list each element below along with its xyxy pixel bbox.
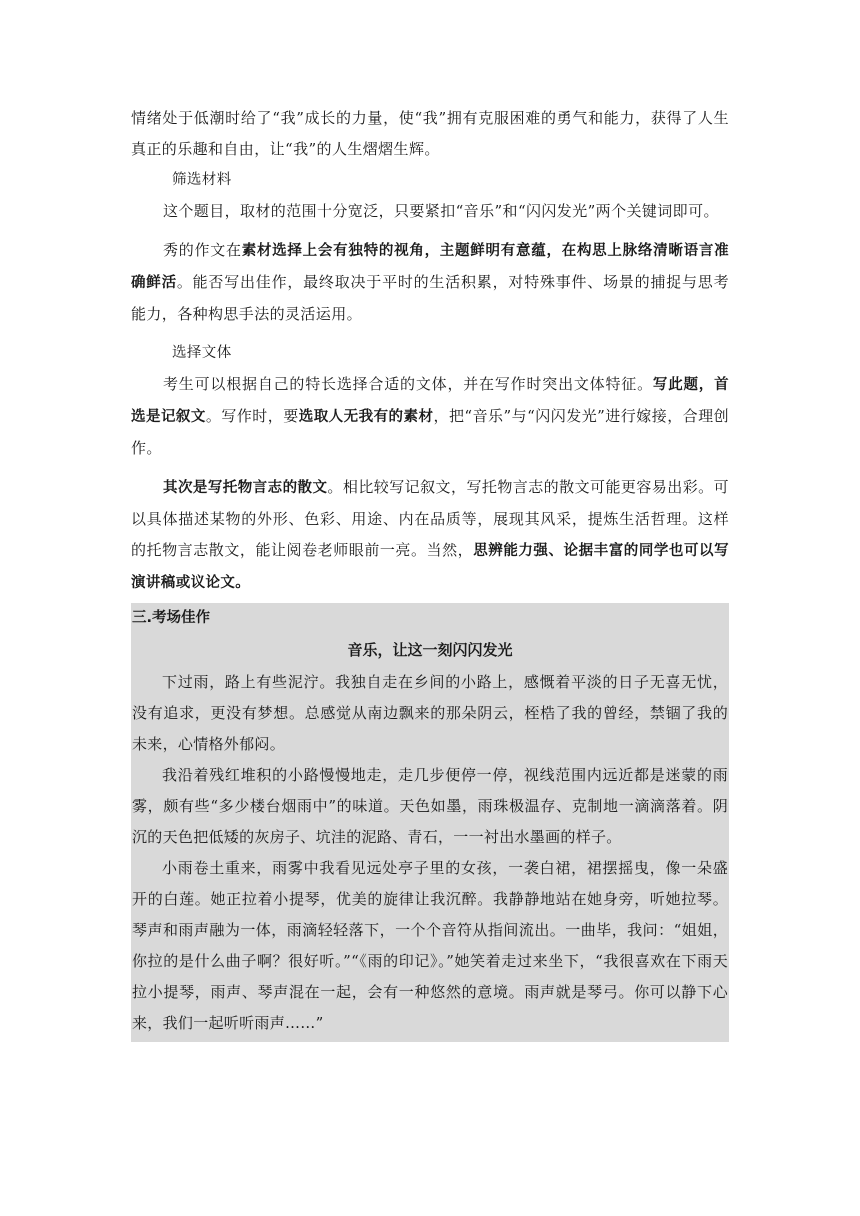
text-run: 。写作时，要	[205, 407, 299, 425]
subheading-filter-material: 筛选材料	[172, 172, 232, 188]
essay-body	[132, 667, 728, 1039]
bold-text-run: 其次是写托物言志的散文	[163, 480, 328, 496]
bold-text-run: 思辨能力强、论据丰富的同学也可以写演讲稿或议论文。	[131, 543, 729, 591]
essay-paragraph: 小雨卷土重来，雨雾中我看见远处亭子里的女孩，一袭白裙，裙摆摇曳，像一朵盛开的白莲。她正拉着小提琴，优美的旋律让我沉醉。我静静地站在她身旁，听她拉琴。琴声和雨声融为一体，雨滴轻轻落下，一个个音符从指间流出。一曲毕，我问：“姐姐，你拉的是什么曲子啊？很好听。”“《雨的印记》。”她笑着走过来坐下，“我很喜欢在下雨天拉小提琴，雨声、琴声混在一起，会有一种悠然的意境。雨声就是琴弓。你可以静下心来，我们一起听听雨声……”	[132, 859, 728, 1032]
document-body	[131, 103, 729, 1042]
bold-text-run: 选取人无我有的素材	[298, 409, 434, 425]
subheading-choose-genre: 选择文体	[172, 345, 232, 361]
paragraph-genre-narrative	[131, 369, 729, 464]
text-run: 考生可以根据自己的特长选择合适的文体，并在写作时突出文体特征。	[163, 375, 653, 393]
bold-text-run: 写此题，首选是记叙文	[131, 377, 730, 425]
essay-title: 音乐，让这一刻闪闪发光	[347, 641, 513, 659]
text-run: 。能否写出佳作，最终取决于平时的生活积累，对特殊事件、场景的捕捉与思考能力，各种构思手法的灵活运用。	[131, 273, 729, 323]
paragraph-excellent-essay	[131, 235, 729, 330]
text-run: ，把“音乐”与“闪闪发光”进行嫁接，合理创作。	[131, 407, 730, 457]
paragraph-genre-prose	[131, 472, 729, 599]
paragraph-intro: 情绪处于低潮时给了“我”成长的力量，使“我”拥有克服困难的勇气和能力，获得了人生真正的乐趣和自由，让“我”的人生熠熠生辉。	[131, 109, 729, 158]
text-run: 。相比较写记叙文，写托物言志的散文可能更容易出彩。可以具体描述某物的外形、色彩、用途、内在品质等，展现其风采，提炼生活哲理。这样的托物言志散文，能让阅卷老师眼前一亮。当然，	[131, 478, 729, 559]
essay-paragraph: 下过雨，路上有些泥泞。我独自走在乡间的小路上，感慨着平淡的日子无喜无忧，没有追求，更没有梦想。总感觉从南边飘来的那朵阴云，桎梏了我的曾经，禁锢了我的未来，心情格外郁闷。	[132, 673, 728, 753]
paragraph-material-scope: 这个题目，取材的范围十分宽泛，只要紧扣“音乐”和“闪闪发光”两个关键词即可。	[163, 202, 719, 220]
sample-essay-box	[131, 603, 729, 1042]
text-run: 秀的作文在	[163, 241, 242, 259]
bold-text-run: 素材选择上会有独特的视角，主题鲜明有意蕴，在构思上脉络清晰语言准确鲜活	[131, 243, 729, 291]
section-title: 三.考场佳作	[132, 610, 211, 626]
essay-paragraph: 我沿着残红堆积的小路慢慢地走，走几步便停一停，视线范围内远近都是迷蒙的雨雾，颇有些“多少楼台烟雨中”的味道。天色如墨，雨珠极温存、克制地一滴滴落着。阴沉的天色把低矮的灰房子、坑洼的泥路、青石，一一衬出水墨画的样子。	[132, 766, 728, 846]
